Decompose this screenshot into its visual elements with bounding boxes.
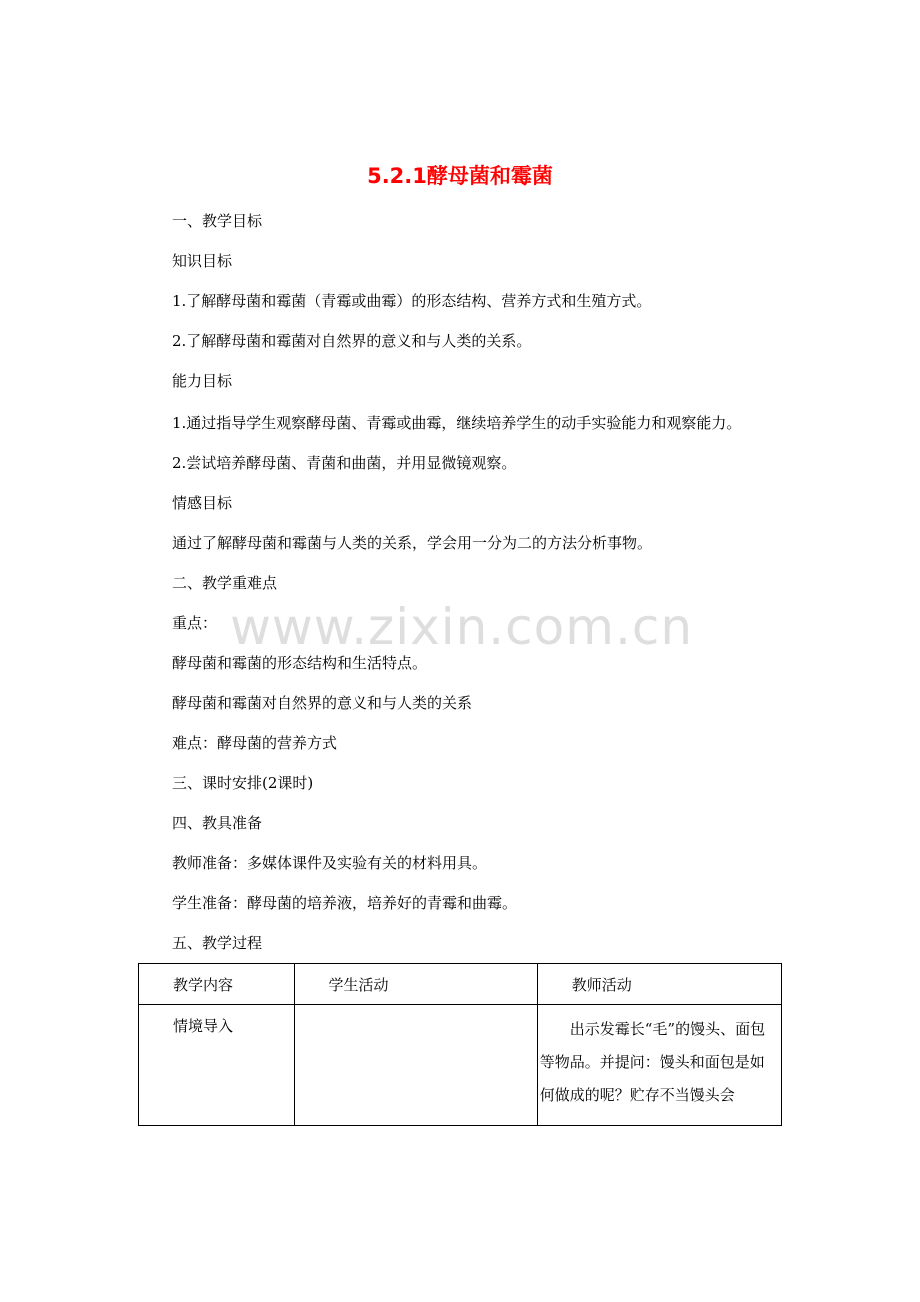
watermark: www.zixin.com.cn xyxy=(230,598,694,656)
cell-content-text: 情境导入 xyxy=(173,1017,234,1035)
header-cell-content xyxy=(139,964,295,1005)
teacher-materials: 教师准备：多媒体课件及实验有关的材料用具。 xyxy=(172,854,488,872)
key-point-1: 酵母菌和霉菌的形态结构和生活特点。 xyxy=(172,654,428,672)
ability-goal-2: 2.尝试培养酵母菌、青菌和曲菌，并用显微镜观察。 xyxy=(172,454,517,472)
table-row xyxy=(139,1005,782,1126)
cell-teacher xyxy=(537,1005,781,1126)
cell-student xyxy=(294,1005,537,1126)
emotion-goal: 通过了解酵母菌和霉菌与人类的关系，学会用一分为二的方法分析事物。 xyxy=(172,534,653,552)
document-title: 5.2.1酵母菌和霉菌 xyxy=(367,164,553,188)
section-heading-materials: 四、教具准备 xyxy=(172,814,263,832)
cell-content xyxy=(139,1005,295,1126)
section-heading-key-points: 二、教学重难点 xyxy=(172,574,278,592)
section-heading-objectives: 一、教学目标 xyxy=(172,212,263,230)
key-point-2: 酵母菌和霉菌对自然界的意义和与人类的关系 xyxy=(172,694,473,712)
header-cell-teacher xyxy=(537,964,781,1005)
student-materials: 学生准备：酵母菌的培养液，培养好的青霉和曲霉。 xyxy=(172,894,518,912)
cell-teacher-text: 出示发霉长“毛”的馒头、面包等物品。并提问：馒头和面包是如何做成的呢？贮存不当馒头会 xyxy=(539,1020,766,1104)
teaching-process-table xyxy=(138,963,782,1126)
subheading-knowledge-goals: 知识目标 xyxy=(172,252,233,270)
table-header-row xyxy=(139,964,782,1005)
cell-student-text xyxy=(295,1005,537,1015)
subheading-ability-goals: 能力目标 xyxy=(172,372,233,390)
header-label: 学生活动 xyxy=(328,976,389,994)
section-heading-process: 五、教学过程 xyxy=(172,934,263,952)
knowledge-goal-2: 2.了解酵母菌和霉菌对自然界的意义和与人类的关系。 xyxy=(172,332,532,350)
section-heading-schedule: 三、课时安排(2课时) xyxy=(172,774,314,792)
ability-goal-1: 1.通过指导学生观察酵母菌、青霉或曲霉，继续培养学生的动手实验能力和观察能力。 xyxy=(172,414,742,432)
subheading-emotion-goals: 情感目标 xyxy=(172,494,233,512)
difficult-point: 难点：酵母菌的营养方式 xyxy=(172,734,338,752)
key-point-label: 重点： xyxy=(172,614,218,632)
knowledge-goal-1: 1.了解酵母菌和霉菌（青霉或曲霉）的形态结构、营养方式和生殖方式。 xyxy=(172,292,652,310)
header-label: 教学内容 xyxy=(173,976,234,994)
header-cell-student xyxy=(294,964,537,1005)
header-label: 教师活动 xyxy=(571,976,632,994)
